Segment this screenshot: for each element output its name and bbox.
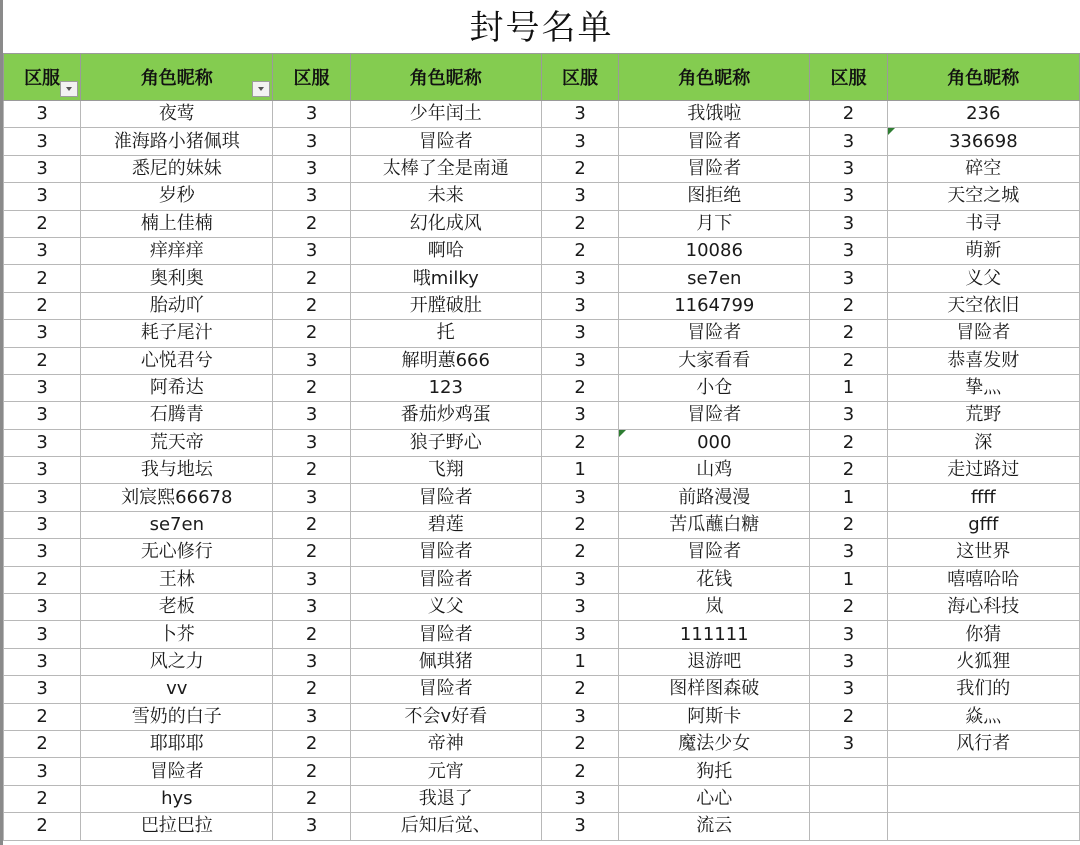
filter-dropdown-icon[interactable] xyxy=(252,81,270,97)
server-cell[interactable]: 2 xyxy=(541,429,618,456)
header-nickname-2[interactable] xyxy=(350,54,541,101)
header-label: 角色昵称 xyxy=(140,68,213,89)
server-cell[interactable]: 3 xyxy=(541,292,618,319)
nickname-cell[interactable]: 帝神 xyxy=(350,730,541,757)
table-body xyxy=(4,101,1080,841)
table-row xyxy=(4,101,1080,128)
nickname-cell[interactable]: 碎空 xyxy=(887,155,1079,182)
server-cell[interactable]: 1 xyxy=(541,457,618,484)
server-cell[interactable]: 3 xyxy=(273,703,350,730)
server-cell[interactable]: 2 xyxy=(273,539,350,566)
nickname-cell[interactable]: 心悦君兮 xyxy=(81,347,273,374)
table-row xyxy=(4,676,1080,703)
nickname-cell[interactable]: hys xyxy=(81,785,273,812)
header-server-4[interactable] xyxy=(810,54,887,101)
nickname-cell[interactable]: 这世界 xyxy=(887,539,1079,566)
header-label: 区服 xyxy=(24,68,61,89)
server-cell[interactable]: 2 xyxy=(541,758,618,785)
table-row xyxy=(4,594,1080,621)
nickname-cell[interactable]: 胎动吖 xyxy=(81,292,273,319)
server-cell[interactable]: 3 xyxy=(4,237,81,264)
nickname-cell[interactable]: 岁秒 xyxy=(81,183,273,210)
server-cell[interactable]: 2 xyxy=(810,292,887,319)
nickname-cell[interactable]: 魔法少女 xyxy=(619,730,810,757)
nickname-cell[interactable]: 走过路过 xyxy=(887,457,1079,484)
server-cell[interactable]: 2 xyxy=(273,730,350,757)
nickname-cell[interactable]: 心心 xyxy=(619,785,810,812)
nickname-cell[interactable]: 冒险者 xyxy=(619,539,810,566)
server-cell[interactable]: 2 xyxy=(273,320,350,347)
nickname-cell[interactable]: 楠上佳楠 xyxy=(81,210,273,237)
nickname-cell[interactable]: 老板 xyxy=(81,594,273,621)
header-nickname-3[interactable] xyxy=(619,54,810,101)
nickname-cell[interactable]: 冒险者 xyxy=(619,320,810,347)
table-row xyxy=(4,703,1080,730)
server-cell[interactable]: 2 xyxy=(810,457,887,484)
server-cell[interactable]: 3 xyxy=(4,621,81,648)
nickname-cell[interactable]: 悉尼的妹妹 xyxy=(81,155,273,182)
nickname-cell[interactable]: 月下 xyxy=(619,210,810,237)
server-cell[interactable]: 2 xyxy=(810,101,887,128)
server-cell[interactable]: 2 xyxy=(541,539,618,566)
nickname-cell[interactable]: 我饿啦 xyxy=(619,101,810,128)
server-cell[interactable]: 3 xyxy=(4,648,81,675)
header-label: 角色昵称 xyxy=(678,68,751,89)
table-row xyxy=(4,183,1080,210)
server-cell[interactable]: 3 xyxy=(541,347,618,374)
cell-note-marker-icon xyxy=(619,430,626,437)
server-cell[interactable] xyxy=(810,785,887,812)
server-cell[interactable]: 1 xyxy=(810,566,887,593)
server-cell[interactable]: 3 xyxy=(4,320,81,347)
server-cell[interactable]: 3 xyxy=(273,648,350,675)
server-cell[interactable]: 3 xyxy=(4,183,81,210)
nickname-cell[interactable]: 天空之城 xyxy=(887,183,1079,210)
server-cell[interactable]: 1 xyxy=(810,374,887,401)
nickname-cell[interactable]: 萌新 xyxy=(887,237,1079,264)
server-cell[interactable]: 3 xyxy=(810,237,887,264)
table-row xyxy=(4,511,1080,538)
server-cell[interactable]: 3 xyxy=(810,621,887,648)
nickname-cell[interactable]: 刘宸熙66678 xyxy=(81,484,273,511)
server-cell[interactable]: 2 xyxy=(273,785,350,812)
nickname-cell[interactable]: 番茄炒鸡蛋 xyxy=(350,402,541,429)
server-cell[interactable]: 3 xyxy=(273,402,350,429)
nickname-cell[interactable]: 冒险者 xyxy=(350,676,541,703)
server-cell[interactable]: 2 xyxy=(273,676,350,703)
header-nickname-4[interactable] xyxy=(887,54,1079,101)
nickname-cell[interactable]: 卜芥 xyxy=(81,621,273,648)
server-cell[interactable]: 3 xyxy=(4,374,81,401)
nickname-cell[interactable]: 耗子尾汁 xyxy=(81,320,273,347)
nickname-cell[interactable]: 巴拉巴拉 xyxy=(81,813,273,840)
nickname-cell[interactable]: 飞翔 xyxy=(350,457,541,484)
server-cell[interactable]: 3 xyxy=(810,210,887,237)
table-row xyxy=(4,155,1080,182)
nickname-cell[interactable]: 退游吧 xyxy=(619,648,810,675)
nickname-cell[interactable]: 开膛破肚 xyxy=(350,292,541,319)
nickname-cell[interactable]: 冒险者 xyxy=(350,566,541,593)
table-row xyxy=(4,210,1080,237)
server-cell[interactable]: 3 xyxy=(541,484,618,511)
server-cell[interactable]: 2 xyxy=(273,457,350,484)
nickname-cell[interactable]: 1164799 xyxy=(619,292,810,319)
server-cell[interactable]: 3 xyxy=(273,594,350,621)
nickname-cell[interactable]: 啊哈 xyxy=(350,237,541,264)
server-cell[interactable]: 2 xyxy=(541,237,618,264)
nickname-cell[interactable]: 义父 xyxy=(350,594,541,621)
server-cell[interactable]: 2 xyxy=(273,210,350,237)
nickname-cell[interactable]: 图样图森破 xyxy=(619,676,810,703)
table-row xyxy=(4,402,1080,429)
server-cell[interactable]: 3 xyxy=(541,566,618,593)
table-row xyxy=(4,785,1080,812)
server-cell[interactable]: 2 xyxy=(810,594,887,621)
nickname-cell[interactable]: 恭喜发财 xyxy=(887,347,1079,374)
nickname-cell[interactable]: 火狐狸 xyxy=(887,648,1079,675)
nickname-cell[interactable]: 冒险者 xyxy=(350,621,541,648)
server-cell[interactable]: 2 xyxy=(273,621,350,648)
cell-note-marker-icon xyxy=(888,128,895,135)
server-cell[interactable]: 2 xyxy=(273,374,350,401)
nickname-cell[interactable]: 狗托 xyxy=(619,758,810,785)
nickname-cell[interactable]: 336698 xyxy=(887,128,1079,155)
server-cell[interactable]: 2 xyxy=(541,210,618,237)
nickname-cell[interactable]: gfff xyxy=(887,511,1079,538)
nickname-cell[interactable]: 冒险者 xyxy=(619,155,810,182)
nickname-cell[interactable]: 123 xyxy=(350,374,541,401)
nickname-cell[interactable]: 未来 xyxy=(350,183,541,210)
header-server-3[interactable] xyxy=(541,54,618,101)
header-label: 区服 xyxy=(293,68,330,89)
server-cell[interactable]: 3 xyxy=(4,511,81,538)
server-cell[interactable]: 3 xyxy=(273,484,350,511)
server-cell[interactable]: 2 xyxy=(4,785,81,812)
header-label: 角色昵称 xyxy=(947,68,1020,89)
nickname-cell[interactable]: 挚灬 xyxy=(887,374,1079,401)
nickname-cell[interactable]: 王林 xyxy=(81,566,273,593)
nickname-cell[interactable]: 托 xyxy=(350,320,541,347)
nickname-cell[interactable]: 后知后觉、 xyxy=(350,813,541,840)
header-label: 区服 xyxy=(562,68,599,89)
server-cell[interactable]: 2 xyxy=(4,210,81,237)
table-row xyxy=(4,429,1080,456)
nickname-cell[interactable]: 痒痒痒 xyxy=(81,237,273,264)
nickname-cell[interactable]: 奥利奥 xyxy=(81,265,273,292)
server-cell[interactable]: 3 xyxy=(810,128,887,155)
server-cell[interactable]: 3 xyxy=(4,402,81,429)
nickname-cell[interactable]: 义父 xyxy=(887,265,1079,292)
server-cell[interactable]: 2 xyxy=(541,511,618,538)
table-row xyxy=(4,320,1080,347)
nickname-cell[interactable]: 天空依旧 xyxy=(887,292,1079,319)
server-cell[interactable]: 3 xyxy=(541,621,618,648)
nickname-cell[interactable]: 狼子野心 xyxy=(350,429,541,456)
server-cell[interactable]: 3 xyxy=(4,676,81,703)
nickname-cell[interactable]: 书寻 xyxy=(887,210,1079,237)
server-cell[interactable]: 3 xyxy=(541,320,618,347)
server-cell[interactable]: 2 xyxy=(273,292,350,319)
server-cell[interactable]: 2 xyxy=(810,347,887,374)
nickname-cell[interactable]: 小仓 xyxy=(619,374,810,401)
nickname-cell[interactable]: ffff xyxy=(887,484,1079,511)
server-cell[interactable]: 3 xyxy=(4,484,81,511)
server-cell[interactable]: 3 xyxy=(810,730,887,757)
nickname-cell[interactable]: 岚 xyxy=(619,594,810,621)
nickname-cell[interactable]: 嘻嘻哈哈 xyxy=(887,566,1079,593)
server-cell[interactable]: 2 xyxy=(810,320,887,347)
nickname-cell[interactable] xyxy=(887,813,1079,840)
table-row xyxy=(4,539,1080,566)
server-cell[interactable] xyxy=(810,758,887,785)
nickname-cell[interactable]: 流云 xyxy=(619,813,810,840)
nickname-cell[interactable]: 我退了 xyxy=(350,785,541,812)
server-cell[interactable]: 2 xyxy=(541,730,618,757)
nickname-cell[interactable]: 雪奶的白子 xyxy=(81,703,273,730)
server-cell[interactable]: 3 xyxy=(810,676,887,703)
nickname-cell[interactable]: 焱灬 xyxy=(887,703,1079,730)
server-cell[interactable]: 3 xyxy=(810,648,887,675)
nickname-cell[interactable]: 深 xyxy=(887,429,1079,456)
nickname-cell[interactable]: 冒险者 xyxy=(619,128,810,155)
nickname-cell[interactable]: 耶耶耶 xyxy=(81,730,273,757)
nickname-cell[interactable]: 000 xyxy=(619,429,810,456)
server-cell[interactable]: 3 xyxy=(4,429,81,456)
server-cell[interactable]: 3 xyxy=(810,402,887,429)
nickname-cell[interactable]: 哦milky xyxy=(350,265,541,292)
nickname-cell[interactable]: se7en xyxy=(619,265,810,292)
server-cell[interactable]: 2 xyxy=(4,265,81,292)
nickname-cell[interactable]: 山鸡 xyxy=(619,457,810,484)
server-cell[interactable]: 1 xyxy=(810,484,887,511)
table-row xyxy=(4,237,1080,264)
table-row xyxy=(4,758,1080,785)
server-cell[interactable]: 2 xyxy=(810,511,887,538)
nickname-cell[interactable] xyxy=(887,758,1079,785)
server-cell[interactable]: 3 xyxy=(273,566,350,593)
server-cell[interactable]: 3 xyxy=(541,785,618,812)
nickname-cell[interactable]: 冒险者 xyxy=(619,402,810,429)
server-cell[interactable]: 2 xyxy=(810,429,887,456)
server-cell[interactable]: 2 xyxy=(4,566,81,593)
nickname-cell[interactable]: 幻化成风 xyxy=(350,210,541,237)
nickname-cell[interactable]: 花钱 xyxy=(619,566,810,593)
table-row xyxy=(4,621,1080,648)
server-cell[interactable]: 3 xyxy=(810,183,887,210)
nickname-cell[interactable]: 冒险者 xyxy=(350,484,541,511)
server-cell[interactable]: 3 xyxy=(273,128,350,155)
nickname-cell[interactable]: 阿希达 xyxy=(81,374,273,401)
header-nickname-1[interactable] xyxy=(81,54,273,101)
server-cell[interactable]: 3 xyxy=(273,429,350,456)
nickname-cell[interactable]: 少年闰土 xyxy=(350,101,541,128)
nickname-cell[interactable]: 图拒绝 xyxy=(619,183,810,210)
nickname-cell[interactable]: 无心修行 xyxy=(81,539,273,566)
table-row xyxy=(4,128,1080,155)
table-row xyxy=(4,648,1080,675)
server-cell[interactable]: 3 xyxy=(541,183,618,210)
server-cell[interactable]: 2 xyxy=(541,676,618,703)
nickname-cell[interactable]: 元宵 xyxy=(350,758,541,785)
table-row xyxy=(4,265,1080,292)
table-row xyxy=(4,347,1080,374)
server-cell[interactable]: 3 xyxy=(4,539,81,566)
nickname-cell[interactable]: 解明蕙666 xyxy=(350,347,541,374)
table-row xyxy=(4,457,1080,484)
server-cell[interactable]: 2 xyxy=(4,347,81,374)
nickname-cell[interactable]: 大家看看 xyxy=(619,347,810,374)
nickname-cell[interactable]: 冒险者 xyxy=(887,320,1079,347)
server-cell[interactable]: 3 xyxy=(541,402,618,429)
server-cell[interactable]: 3 xyxy=(810,539,887,566)
server-cell[interactable]: 3 xyxy=(4,101,81,128)
nickname-cell[interactable]: 海心科技 xyxy=(887,594,1079,621)
server-cell[interactable]: 3 xyxy=(541,594,618,621)
nickname-cell[interactable]: 荒野 xyxy=(887,402,1079,429)
server-cell[interactable]: 3 xyxy=(4,155,81,182)
header-server-2[interactable] xyxy=(273,54,350,101)
server-cell[interactable]: 3 xyxy=(541,703,618,730)
table-row xyxy=(4,374,1080,401)
server-cell[interactable]: 3 xyxy=(810,155,887,182)
header-row xyxy=(4,54,1080,101)
table-row xyxy=(4,813,1080,840)
nickname-cell[interactable]: se7en xyxy=(81,511,273,538)
nickname-cell[interactable] xyxy=(887,785,1079,812)
server-cell[interactable]: 3 xyxy=(541,813,618,840)
server-cell[interactable]: 3 xyxy=(273,237,350,264)
server-cell[interactable]: 2 xyxy=(4,703,81,730)
server-cell[interactable]: 2 xyxy=(4,730,81,757)
nickname-cell[interactable]: vv xyxy=(81,676,273,703)
server-cell[interactable]: 3 xyxy=(4,594,81,621)
table-row xyxy=(4,730,1080,757)
server-cell[interactable]: 3 xyxy=(273,183,350,210)
nickname-cell[interactable]: 你猜 xyxy=(887,621,1079,648)
server-cell[interactable]: 3 xyxy=(273,101,350,128)
server-cell[interactable]: 3 xyxy=(541,265,618,292)
nickname-cell[interactable]: 夜莺 xyxy=(81,101,273,128)
sheet-title: 封号名单 xyxy=(469,8,614,48)
nickname-cell[interactable]: 不会v好看 xyxy=(350,703,541,730)
server-cell[interactable]: 2 xyxy=(273,511,350,538)
nickname-cell[interactable]: 236 xyxy=(887,101,1079,128)
nickname-cell[interactable]: 佩琪猪 xyxy=(350,648,541,675)
nickname-cell[interactable]: 111111 xyxy=(619,621,810,648)
server-cell[interactable]: 3 xyxy=(541,128,618,155)
table-row xyxy=(4,484,1080,511)
nickname-cell[interactable]: 淮海路小猪佩琪 xyxy=(81,128,273,155)
server-cell[interactable] xyxy=(810,813,887,840)
nickname-cell[interactable]: 10086 xyxy=(619,237,810,264)
server-cell[interactable]: 3 xyxy=(4,758,81,785)
filter-dropdown-icon[interactable] xyxy=(60,81,78,97)
nickname-cell[interactable]: 石腾青 xyxy=(81,402,273,429)
ban-list-table xyxy=(3,53,1080,841)
server-cell[interactable]: 2 xyxy=(4,292,81,319)
nickname-cell[interactable]: 苦瓜蘸白糖 xyxy=(619,511,810,538)
nickname-cell[interactable]: 我们的 xyxy=(887,676,1079,703)
header-label: 角色昵称 xyxy=(409,68,482,89)
server-cell[interactable]: 3 xyxy=(541,101,618,128)
server-cell[interactable]: 3 xyxy=(4,457,81,484)
server-cell[interactable]: 3 xyxy=(4,128,81,155)
server-cell[interactable]: 2 xyxy=(541,374,618,401)
server-cell[interactable]: 2 xyxy=(541,155,618,182)
nickname-cell[interactable]: 荒天帝 xyxy=(81,429,273,456)
header-label: 区服 xyxy=(830,68,867,89)
server-cell[interactable]: 3 xyxy=(273,347,350,374)
header-server-1[interactable] xyxy=(4,54,81,101)
server-cell[interactable]: 2 xyxy=(273,758,350,785)
table-row xyxy=(4,566,1080,593)
nickname-cell[interactable]: 冒险者 xyxy=(350,128,541,155)
nickname-cell[interactable]: 太棒了全是南通 xyxy=(350,155,541,182)
server-cell[interactable]: 3 xyxy=(810,265,887,292)
table-row xyxy=(4,292,1080,319)
nickname-cell[interactable]: 冒险者 xyxy=(81,758,273,785)
nickname-cell[interactable]: 冒险者 xyxy=(350,539,541,566)
server-cell[interactable]: 2 xyxy=(273,265,350,292)
nickname-cell[interactable]: 碧莲 xyxy=(350,511,541,538)
nickname-cell[interactable]: 前路漫漫 xyxy=(619,484,810,511)
server-cell[interactable]: 2 xyxy=(4,813,81,840)
nickname-cell[interactable]: 阿斯卡 xyxy=(619,703,810,730)
server-cell[interactable]: 2 xyxy=(810,703,887,730)
nickname-cell[interactable]: 风行者 xyxy=(887,730,1079,757)
server-cell[interactable]: 1 xyxy=(541,648,618,675)
nickname-cell[interactable]: 风之力 xyxy=(81,648,273,675)
server-cell[interactable]: 3 xyxy=(273,813,350,840)
nickname-cell[interactable]: 我与地坛 xyxy=(81,457,273,484)
server-cell[interactable]: 3 xyxy=(273,155,350,182)
